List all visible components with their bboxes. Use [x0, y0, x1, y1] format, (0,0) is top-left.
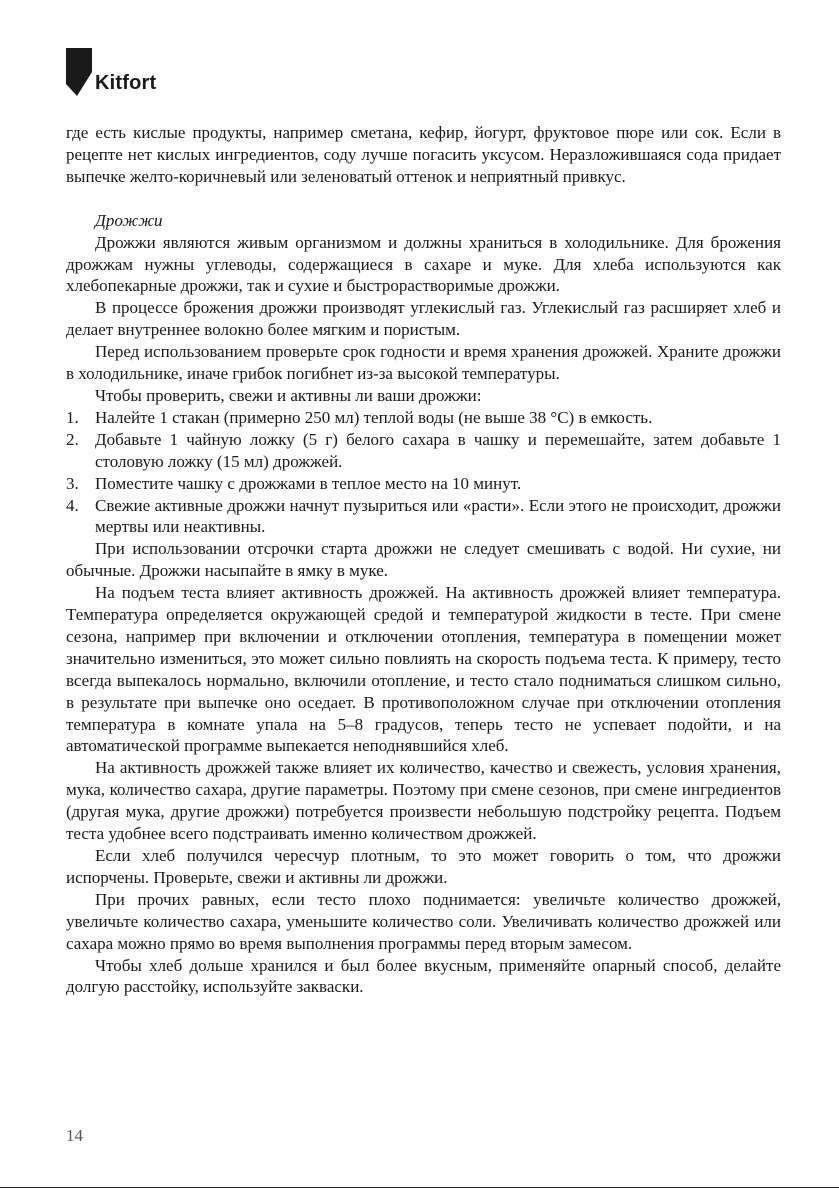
list-item: [66, 473, 781, 495]
list-item: [66, 429, 781, 473]
paragraph: На подъем теста влияет активность дрожжей. На активность дрожжей влияет температура. Температура определяется окружающей средой и температурой жидкости в тесте. При смене сезона, например при включении и отключении отопления, температура в помещении может значительно измениться, это может сильно повлиять на скорость подъема теста. К примеру, тесто всегда выпекалось нормально, включили отопление, и тесто стало подниматься слишком сильно, в результате при выпечке оно оседает. В противоположном случае при отключении отопления температура в комнате упала на 5–8 градусов, теперь тесто не успевает подойти, и на автоматической программе выпекается неподнявшийся хлеб.: [66, 583, 781, 756]
step-number: 3.: [66, 473, 79, 493]
paragraph: Если хлеб получился чересчур плотным, то это может говорить о том, что дрожжи испорчены. Проверьте, свежи и активны ли дрожжи.: [66, 846, 781, 887]
kitfort-logo-icon: [66, 48, 92, 96]
step-number: 1.: [66, 407, 79, 427]
step-text: Налейте 1 стакан (примерно 250 мл) теплой воды (не выше 38 °С) в емкость.: [95, 407, 653, 427]
step-text: Свежие активные дрожжи начнут пузыриться или «расти». Если этого не происходит, дрожжи мертвы или неактивны.: [95, 495, 781, 537]
step-text: Добавьте 1 чайную ложку (5 г) белого сахара в чашку и перемешайте, затем добавьте 1 столовую ложку (15 мл) дрожжей.: [95, 429, 781, 471]
brand-name: Kitfort: [95, 72, 157, 94]
section-spacer: [66, 188, 781, 210]
paragraph: При использовании отсрочки старта дрожжи не следует смешивать с водой. Ни сухие, ни обычные. Дрожжи насыпайте в ямку в муке.: [66, 539, 781, 581]
paragraph: Перед использованием проверьте срок годности и время хранения дрожжей. Храните дрожжи в холодильнике, иначе грибок погибнет из-за высокой температуры.: [66, 342, 781, 384]
step-number: 4.: [66, 495, 79, 515]
yeast-check-steps: [66, 407, 781, 538]
list-item: [66, 407, 781, 429]
section-title: Дрожжи: [95, 210, 163, 230]
page-number: 14: [66, 1126, 83, 1145]
step-text: Поместите чашку с дрожжами в теплое место на 10 минут.: [95, 473, 522, 493]
paragraph: Чтобы проверить, свежи и активны ли ваши дрожжи:: [95, 385, 482, 405]
paragraph: В процессе брожения дрожжи производят углекислый газ. Углекислый газ расширяет хлеб и делает внутреннее волокно более мягким и пористым.: [66, 298, 781, 340]
step-number: 2.: [66, 429, 79, 449]
brand-logo: [66, 48, 156, 96]
paragraph: Дрожжи являются живым организмом и должны храниться в холодильнике. Для брожения дрожжам нужны углеводы, содержащиеся в сахаре и муке. Для хлеба используются как хлебопекарные дрожжи, так и сухие и быстрорастворимые дрожжи.: [66, 232, 781, 296]
intro-paragraph: где есть кислые продукты, например сметана, кефир, йогурт, фруктовое пюре или сок. Если в рецепте нет кислых ингредиентов, соду лучше погасить уксусом. Неразложившаяся сода придает выпечке желто-коричневый или зеленоватый оттенок и неприятный привкус.: [66, 123, 781, 186]
list-item: [66, 495, 781, 539]
paragraph: На активность дрожжей также влияет их количество, качество и свежесть, условия хранения, мука, количество сахара, другие параметры. Поэтому при смене сезонов, при смене ингредиентов (другая мука, другие дрожжи) потребуется произвести небольшую подстройку рецепта. Подъем теста удобнее всего подстраивать именно количеством дрожжей.: [66, 758, 781, 844]
paragraph: Чтобы хлеб дольше хранился и был более вкусным, применяйте опарный способ, делайте долгую расстойку, используйте закваски.: [66, 955, 781, 997]
paragraph: При прочих равных, если тесто плохо поднимается: увеличьте количество дрожжей, увеличьте количество сахара, уменьшите количество соли. Увеличивать количество дрожжей или сахара можно прямо во время выполнения программы перед вторым замесом.: [66, 889, 781, 953]
page-content: [66, 122, 781, 998]
